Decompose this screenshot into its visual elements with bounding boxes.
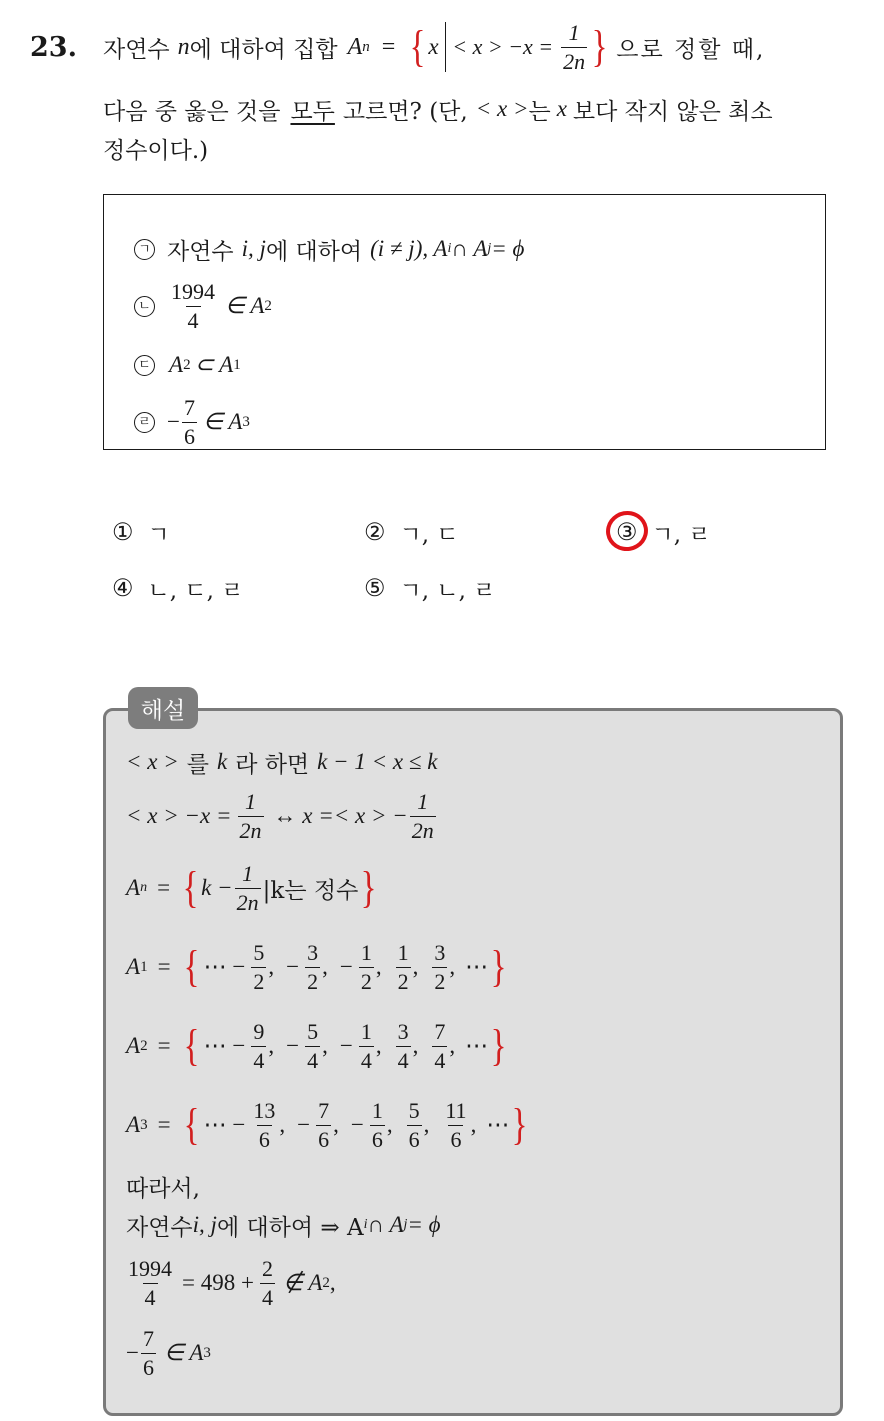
sol-a2-item-den: 4 <box>253 1047 265 1073</box>
sol-a1-item-num: 1 <box>360 940 372 966</box>
statement-b-den: 4 <box>187 307 199 333</box>
statement-a-rest: = ϕ <box>491 236 525 261</box>
sol-a2-item-num: 1 <box>360 1019 372 1045</box>
marker-a: ㄱ <box>134 239 155 260</box>
statement-d-rest: ∈ A <box>202 409 243 434</box>
question-text-1b: 에 대하여 집합 <box>189 36 338 63</box>
sol-a3-item-frac <box>443 1099 468 1150</box>
option-3-number: ③ <box>616 518 638 546</box>
sol-a3-ellipsis: ⋯ <box>486 1112 510 1137</box>
sol-l3-lbrace: { <box>182 863 199 912</box>
statement-d-sign: − <box>167 409 180 434</box>
sol-c3-sign: − <box>126 1340 139 1365</box>
sol-c2-num: 1994 <box>128 1256 172 1282</box>
solution-tag: 해설 <box>128 687 198 729</box>
sol-a2-item-comma: , <box>268 1033 275 1058</box>
sol-a2-item <box>430 1020 455 1071</box>
sol-conclusion-text: 따라서, <box>126 1175 200 1202</box>
statement-c-a: A <box>169 352 184 377</box>
sol-a3-item-sign: ⋯ − <box>203 1112 246 1137</box>
sol-c2-rest: ∉ A <box>282 1270 323 1295</box>
sol-set-a3: A 3 = { ⋯ − $\frac{13}{6}$ , − $\frac{7}{6}$ , − $\frac{1}{6}$ , $\frac{5}{6}$ , $\frac{11}{6}$ , ⋯ } <box>126 1098 528 1152</box>
sol-c2-frac1 <box>126 1257 174 1308</box>
sol-a2-item-comma: , <box>322 1033 328 1058</box>
sol-l3-frac <box>235 862 261 913</box>
sol-l3-a: A <box>126 875 141 900</box>
sol-a3-item-comma: , <box>279 1112 286 1137</box>
sol-a2-item-den: 4 <box>307 1047 319 1073</box>
sol-l2-frac1 <box>238 790 264 841</box>
sol-a3-rbrace: } <box>511 1100 528 1149</box>
set-sub: n <box>362 38 370 55</box>
sol-l1-k: k <box>216 749 228 774</box>
sol-c3-num: 7 <box>142 1326 154 1352</box>
question-text-1a: 자연수 <box>102 36 170 63</box>
statement-d-sub: 3 <box>242 413 250 430</box>
statement-d-den: 6 <box>183 423 195 449</box>
fraction-num: 1 <box>568 20 580 46</box>
sol-a1-item-sign: ⋯ − <box>203 954 246 979</box>
sol-c3-sub: 3 <box>203 1344 211 1361</box>
sol-a2-item-num: 9 <box>253 1019 265 1045</box>
sol-a1-item-frac <box>396 941 411 992</box>
sol-l2-a: < x > −x = <box>126 803 232 828</box>
statement-c-sub-b: 1 <box>233 356 241 373</box>
sol-a1-item-num: 5 <box>253 940 265 966</box>
sol-a2-item-den: 4 <box>434 1047 446 1073</box>
sol-conclusion <box>126 1170 200 1202</box>
sol-a3-item-num: 11 <box>445 1098 467 1124</box>
question-text-2b: 고르면? (단, <box>342 98 468 125</box>
option-5[interactable] <box>364 572 495 604</box>
sol-a1-item-comma: , <box>375 954 382 979</box>
sol-l3-k: k − <box>201 875 233 900</box>
fraction <box>561 21 587 72</box>
sol-a1-item-comma: , <box>449 954 456 979</box>
option-4-number: ④ <box>112 574 134 602</box>
sol-a3-item-den: 6 <box>408 1126 420 1152</box>
statement-a-text: 자연수 <box>167 238 234 265</box>
sol-a3-item-frac <box>251 1099 277 1150</box>
sol-a1-item-den: 2 <box>253 968 265 994</box>
sol-a3-item-num: 7 <box>318 1098 330 1124</box>
sol-a1-item-den: 2 <box>434 968 446 994</box>
sol-l1-b: 를 <box>186 751 209 778</box>
sol-a1-sub: 1 <box>140 958 148 975</box>
sol-l2-frac2-den: 2n <box>411 817 434 843</box>
statement-a-sub2: j <box>487 241 492 256</box>
statement-a-sub1: i <box>447 241 452 256</box>
sol-a3-item <box>204 1099 285 1150</box>
option-2-number: ② <box>364 518 386 546</box>
statement-a-vars: i, j <box>241 236 266 261</box>
sol-a3-lbrace: { <box>183 1100 200 1149</box>
statement-b-frac <box>169 280 217 331</box>
sol-l2-frac2 <box>410 790 436 841</box>
sol-a2-item <box>394 1020 419 1071</box>
sol-a1-item <box>204 941 274 992</box>
statement-d-num: 7 <box>183 395 195 421</box>
question-line-2 <box>103 92 773 126</box>
sol-a1-lbrace: { <box>183 942 200 991</box>
sol-a1-item <box>394 941 419 992</box>
sol-a2-item-den: 4 <box>397 1047 409 1073</box>
sol-a3-item <box>297 1099 339 1150</box>
marker-c: ㄷ <box>134 355 155 376</box>
ceil-x: < x > <box>475 96 529 121</box>
set-name: A <box>347 33 363 60</box>
question-underline: 모두 <box>290 98 335 125</box>
set-divider <box>445 22 447 72</box>
sol-a1-item-comma: , <box>412 954 419 979</box>
sol-a2-item-num: 7 <box>434 1019 446 1045</box>
statement-b-sub: 2 <box>264 297 272 314</box>
sol-l3-eq: = <box>157 875 171 900</box>
sol-c1-c: 에 대하여 ⇒ A <box>216 1214 364 1241</box>
sol-a1-item-frac <box>251 941 266 992</box>
option-3-label: ㄱ, ㄹ <box>651 521 711 548</box>
sol-c2-den2: 4 <box>261 1284 273 1310</box>
sol-a2-rbrace: } <box>490 1021 507 1070</box>
sol-a1-item <box>286 941 328 992</box>
sol-line-1 <box>126 746 437 778</box>
option-4[interactable] <box>112 572 243 604</box>
option-2-label: ㄱ, ㄷ <box>399 521 459 548</box>
question-text-3: 정수이다.) <box>103 137 209 164</box>
sol-a2-item <box>204 1020 274 1071</box>
sol-a3-item-frac <box>407 1099 422 1150</box>
question-text-2a: 다음 중 옳은 것을 <box>103 98 281 125</box>
sol-c1-a: 자연수 <box>126 1214 193 1241</box>
option-1[interactable] <box>112 516 170 548</box>
sol-a2-lbrace: { <box>183 1021 200 1070</box>
sol-a3-item-comma: , <box>386 1112 393 1137</box>
equals-sign: = <box>381 33 396 60</box>
sol-a2-item <box>286 1020 328 1071</box>
left-brace: { <box>409 22 426 71</box>
sol-a1-item-num: 3 <box>434 940 446 966</box>
statement-b-num: 1994 <box>171 279 215 305</box>
question-text-1c: 으로 정할 때, <box>616 36 766 63</box>
sol-a2-item-sign: ⋯ − <box>203 1033 246 1058</box>
sol-a1-item-den: 2 <box>307 968 319 994</box>
sol-a1-item-sign: − <box>339 954 353 979</box>
sol-l3-frac-den: 2n <box>236 889 259 915</box>
sol-a3-item-sign: − <box>350 1112 364 1137</box>
sol-a1-rbrace: } <box>490 942 507 991</box>
sol-a1-ellipsis: ⋯ <box>465 954 489 979</box>
statement-a-text2: 에 대하여 <box>265 238 363 265</box>
sol-a1-item-frac <box>432 941 447 992</box>
set-condition: < x > −x = <box>452 34 554 59</box>
sol-l3-rbrace: } <box>360 863 377 912</box>
sol-c2-mid: = 498 + <box>182 1270 254 1295</box>
sol-c2-sub: 2 <box>322 1274 330 1291</box>
sol-a1-item-num: 1 <box>397 940 409 966</box>
marker-b: ㄴ <box>134 296 155 317</box>
sol-line-3 <box>126 856 379 920</box>
sol-set-a2: A 2 = { ⋯ − $\frac{9}{4}$ , − $\frac{5}{4}$ , − $\frac{1}{4}$ , $\frac{3}{4}$ , $\frac{7}{4}$ , ⋯ } <box>126 1019 507 1073</box>
option-4-label: ㄴ, ㄷ, ㄹ <box>147 577 244 604</box>
sol-l2-frac1-num: 1 <box>245 789 256 815</box>
sol-a2-item-comma: , <box>412 1033 419 1058</box>
sol-a2-item-frac <box>305 1020 320 1071</box>
sol-a2-sub: 2 <box>140 1037 148 1054</box>
sol-l2-b: ↔ x =< x > − <box>273 803 408 828</box>
sol-a3-item-comma: , <box>423 1112 430 1137</box>
sol-line-c3 <box>126 1322 211 1384</box>
statement-b-rest: ∈ A <box>225 293 265 318</box>
statement-b <box>134 276 272 336</box>
sol-a3-item-den: 6 <box>318 1126 330 1152</box>
option-5-label: ㄱ, ㄴ, ㄹ <box>399 577 496 604</box>
sol-l1-d: 라 하면 <box>235 751 310 778</box>
sol-set-a1: A 1 = { ⋯ − $\frac{5}{2}$ , − $\frac{3}{2}$ , − $\frac{1}{2}$ , $\frac{1}{2}$ , $\frac{3}{2}$ , ⋯ } <box>126 940 507 994</box>
var-x: x <box>556 96 567 121</box>
sol-a3-name: A <box>126 1112 141 1137</box>
sol-a1-item-num: 3 <box>307 940 319 966</box>
statement-a-cap: ∩ A <box>451 236 488 261</box>
sol-a1-item-sign: − <box>286 954 300 979</box>
statement-d-frac <box>182 396 197 447</box>
question-line-3 <box>103 131 208 165</box>
var-n: n <box>177 33 190 60</box>
marker-d: ㄹ <box>134 412 155 433</box>
sol-a3-item-sign: − <box>297 1112 311 1137</box>
statement-c-rel: ⊂ A <box>194 352 234 377</box>
sol-a2-item-sign: − <box>339 1033 353 1058</box>
sol-a3-item-frac <box>370 1099 385 1150</box>
question-number: 23. <box>30 31 77 63</box>
sol-c1-cap: ∩ A <box>367 1212 404 1237</box>
sol-a2-item-num: 3 <box>397 1019 409 1045</box>
sol-c2-den: 4 <box>144 1284 156 1310</box>
sol-line-c1 <box>126 1209 441 1241</box>
statement-a <box>134 232 524 266</box>
sol-a1-item-frac <box>359 941 374 992</box>
sol-c1-sub1: i <box>363 1217 368 1232</box>
sol-a3-item-num: 13 <box>253 1098 276 1124</box>
sol-l2-frac2-num: 1 <box>417 789 429 815</box>
sol-a1-item-comma: , <box>322 954 328 979</box>
sol-l1-ineq: k − 1 < x ≤ k <box>317 749 438 774</box>
set-var: x <box>428 34 439 59</box>
sol-c3-den: 6 <box>142 1354 154 1380</box>
sol-l3-cond: |k는 정수 <box>262 877 359 904</box>
sol-a2-item-comma: , <box>375 1033 382 1058</box>
option-1-number: ① <box>112 518 134 546</box>
sol-c3-frac <box>141 1327 156 1378</box>
sol-a3-item-frac <box>316 1099 331 1150</box>
sol-a1-item-den: 2 <box>397 968 409 994</box>
sol-a3-item-num: 5 <box>408 1098 420 1124</box>
sol-ceil: < x > <box>126 749 179 774</box>
sol-a2-item-frac <box>396 1020 411 1071</box>
sol-a3-items <box>202 1099 477 1150</box>
sol-c2-frac2 <box>260 1257 275 1308</box>
fraction-den: 2n <box>563 48 586 74</box>
sol-a2-item-frac <box>432 1020 447 1071</box>
sol-a3-item-num: 1 <box>371 1098 383 1124</box>
sol-a2-item-den: 4 <box>360 1047 372 1073</box>
sol-a2-item-num: 5 <box>307 1019 319 1045</box>
statement-a-math: (i ≠ j), A <box>370 236 448 261</box>
sol-c3-rest: ∈ A <box>163 1340 204 1365</box>
sol-l3-frac-num: 1 <box>242 861 254 887</box>
sol-a2-item-frac <box>359 1020 374 1071</box>
sol-a2-item-frac <box>251 1020 266 1071</box>
sol-c2-num2: 2 <box>261 1256 273 1282</box>
sol-a3-sub: 3 <box>140 1116 148 1133</box>
sol-a3-item <box>405 1099 430 1150</box>
sol-c2-comma: , <box>329 1270 336 1295</box>
sol-a2-item-sign: − <box>286 1033 300 1058</box>
sol-a3-item-comma: , <box>333 1112 339 1137</box>
sol-a3-item-comma: , <box>470 1112 477 1137</box>
sol-a2-items <box>202 1020 455 1071</box>
sol-l3-sub: n <box>140 880 148 895</box>
sol-a3-item <box>441 1099 476 1150</box>
sol-a3-item-den: 6 <box>371 1126 383 1152</box>
sol-l2-frac1-den: 2n <box>239 817 262 843</box>
sol-a2-item-comma: , <box>449 1033 456 1058</box>
statement-c-sub-a: 2 <box>183 356 191 373</box>
sol-a3-item <box>351 1099 393 1150</box>
sol-a1-item-den: 2 <box>360 968 372 994</box>
sol-a3-item-den: 6 <box>258 1126 270 1152</box>
sol-c1-rest: = ϕ <box>407 1212 441 1237</box>
question-line-1 <box>30 22 765 72</box>
sol-a3-item-den: 6 <box>450 1126 462 1152</box>
sol-line-c2 <box>126 1252 336 1314</box>
sol-a1-item-comma: , <box>268 954 275 979</box>
sol-a1-items <box>202 941 455 992</box>
sol-line-2 <box>126 785 438 847</box>
option-2[interactable] <box>364 516 459 548</box>
sol-a1-item-frac <box>305 941 320 992</box>
sol-c1-sub2: j <box>403 1217 408 1232</box>
question-text-2d: 보다 작지 않은 최소 <box>572 98 773 125</box>
sol-a1-name: A <box>126 954 141 979</box>
sol-a2-name: A <box>126 1033 141 1058</box>
statement-c <box>134 348 241 382</box>
sol-a2-ellipsis: ⋯ <box>465 1033 489 1058</box>
option-1-label: ㄱ <box>147 521 170 548</box>
sol-a1-item <box>340 941 382 992</box>
question-text-2c: 는 <box>528 98 551 125</box>
right-brace: } <box>591 22 608 71</box>
option-5-number: ⑤ <box>364 574 386 602</box>
sol-c1-vars: i, j <box>192 1212 217 1237</box>
statement-d <box>134 392 250 452</box>
sol-a1-item <box>430 941 455 992</box>
sol-a2-item <box>340 1020 382 1071</box>
